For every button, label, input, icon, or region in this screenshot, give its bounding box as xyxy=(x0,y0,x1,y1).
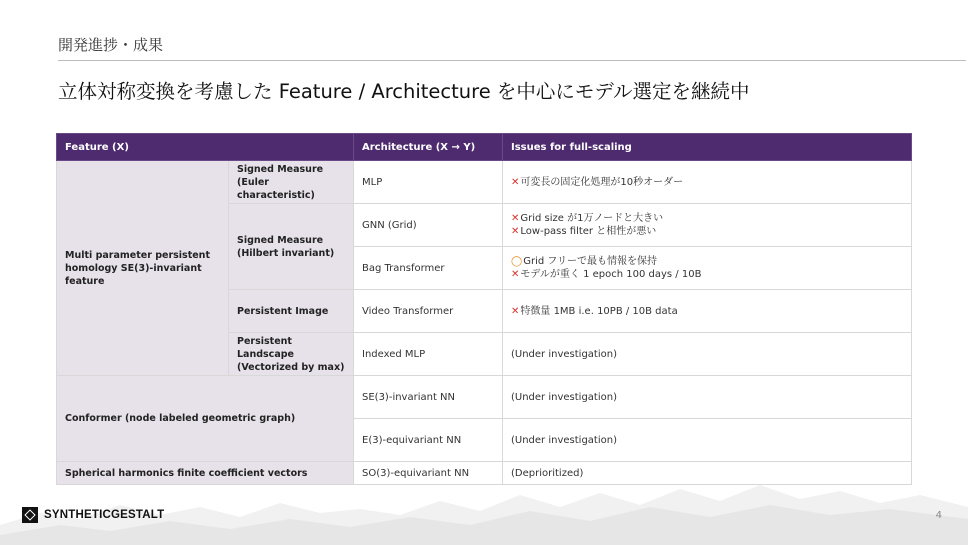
issue-text: (Under investigation) xyxy=(511,434,617,446)
model-selection-table xyxy=(56,133,912,485)
issues-cell xyxy=(503,161,912,204)
issue-line xyxy=(511,255,903,268)
feature-group-spherical-harmonics: Spherical harmonics finite coefficient vectors xyxy=(57,462,354,485)
architecture-cell: E(3)-equivariant NN xyxy=(354,419,503,462)
issue-line xyxy=(511,225,903,238)
issue-line xyxy=(511,268,903,281)
table-row xyxy=(57,376,912,419)
issues-cell xyxy=(503,376,912,419)
company-logo xyxy=(22,507,164,523)
subfeature-euler: Signed Measure (Euler characteristic) xyxy=(229,161,354,204)
issue-line xyxy=(511,348,903,361)
page-title: 立体対称変換を考慮した Feature / Architecture を中心にモデル選定を継続中 xyxy=(58,80,750,103)
circle-mark-icon: ◯ xyxy=(511,256,523,267)
feature-group-multi-parameter: Multi parameter persistent homology SE(3)-invariant feature xyxy=(57,161,229,376)
feature-group-conformer: Conformer (node labeled geometric graph) xyxy=(57,376,354,462)
cross-mark-icon: ✕ xyxy=(511,176,520,188)
issue-text: 特徴量 1MB i.e. 10PB / 10B data xyxy=(520,305,678,317)
logo-text: SYNTHETICGESTALT xyxy=(44,509,165,521)
issue-text: 可変長の固定化処理が10秒オーダー xyxy=(520,176,684,188)
issues-cell xyxy=(503,247,912,290)
architecture-cell: Indexed MLP xyxy=(354,333,503,376)
issues-cell xyxy=(503,290,912,333)
architecture-cell: SE(3)-invariant NN xyxy=(354,376,503,419)
table-header-row xyxy=(57,134,912,161)
issue-text: Grid フリーで最も情報を保持 xyxy=(523,256,657,267)
issue-text: モデルが重く 1 epoch 100 days / 10B xyxy=(520,269,702,280)
issue-line xyxy=(511,176,903,189)
architecture-cell: Video Transformer xyxy=(354,290,503,333)
mountain-background-graphic xyxy=(0,455,968,545)
architecture-cell: MLP xyxy=(354,161,503,204)
issue-text: (Deprioritized) xyxy=(511,467,584,479)
architecture-cell: Bag Transformer xyxy=(354,247,503,290)
cross-mark-icon: ✕ xyxy=(511,226,520,237)
issue-text: Low-pass filter と相性が悪い xyxy=(520,226,657,237)
issue-line xyxy=(511,434,903,447)
column-header-feature: Feature (X) xyxy=(57,134,354,161)
issue-line xyxy=(511,391,903,404)
architecture-cell: GNN (Grid) xyxy=(354,204,503,247)
architecture-cell: SO(3)-equivariant NN xyxy=(354,462,503,485)
cross-mark-icon: ✕ xyxy=(511,269,520,280)
logo-mark-icon xyxy=(22,507,38,523)
issue-text: (Under investigation) xyxy=(511,391,617,403)
subfeature-persistent-landscape: Persistent Landscape (Vectorized by max) xyxy=(229,333,354,376)
table-row xyxy=(57,161,912,204)
section-title: 開発進捗・成果 xyxy=(58,36,164,54)
header-divider xyxy=(58,60,966,61)
column-header-architecture: Architecture (X → Y) xyxy=(354,134,503,161)
page-number: 4 xyxy=(935,510,942,521)
issue-line xyxy=(511,305,903,318)
issue-text: Grid size が1万ノードと大きい xyxy=(520,213,664,224)
subfeature-persistent-image: Persistent Image xyxy=(229,290,354,333)
issues-cell xyxy=(503,333,912,376)
cross-mark-icon: ✕ xyxy=(511,213,520,224)
issue-line xyxy=(511,212,903,225)
issue-text: (Under investigation) xyxy=(511,348,617,360)
cross-mark-icon: ✕ xyxy=(511,305,520,317)
issues-cell xyxy=(503,204,912,247)
column-header-issues: Issues for full-scaling xyxy=(503,134,912,161)
subfeature-hilbert: Signed Measure (Hilbert invariant) xyxy=(229,204,354,290)
